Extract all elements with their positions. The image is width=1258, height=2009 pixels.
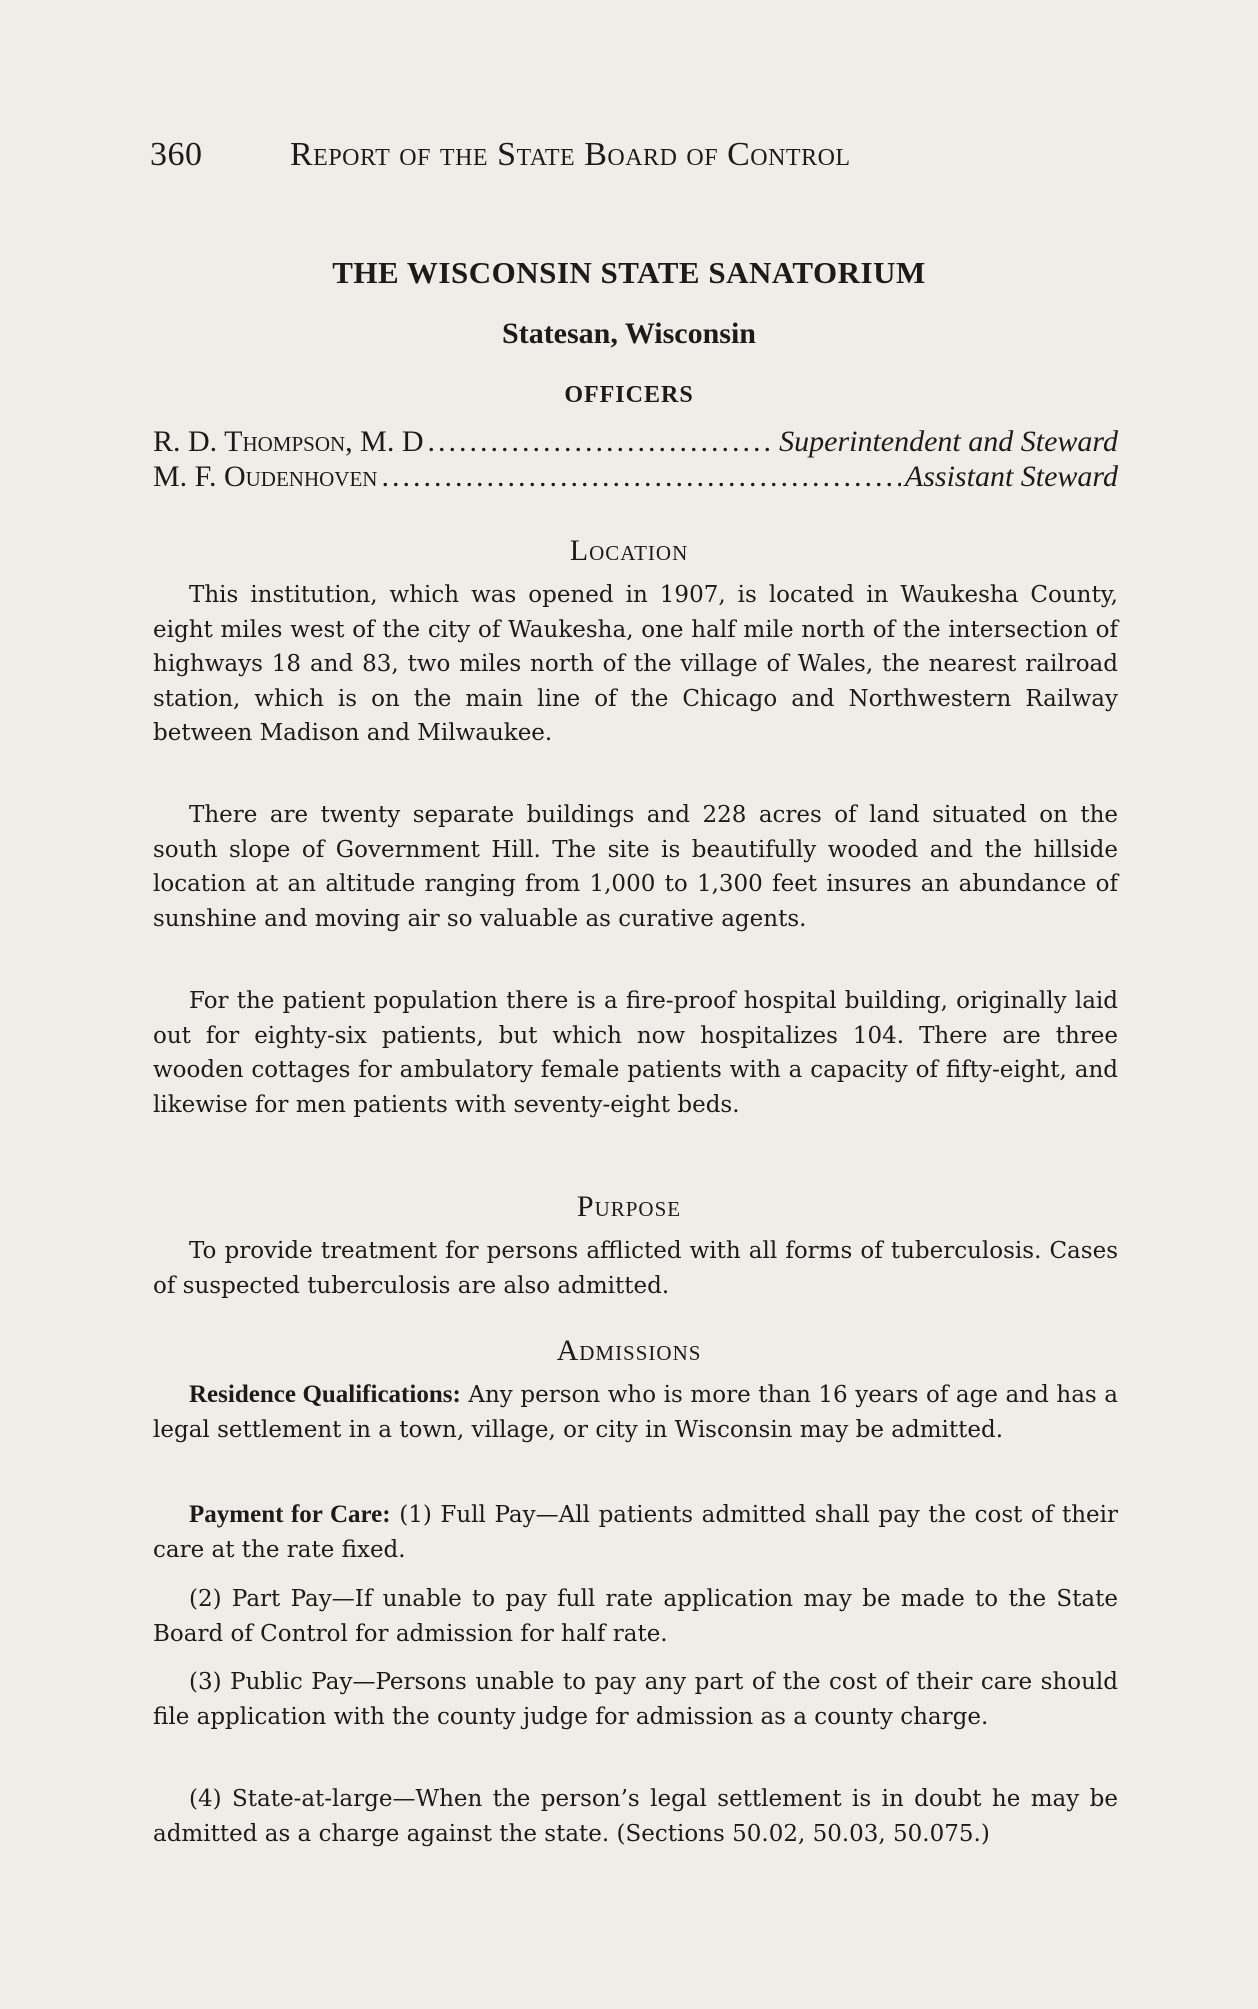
admissions-heading: Admissions (556, 1334, 702, 1367)
payment-label: Payment for Care: (189, 1501, 391, 1528)
institution-location: Statesan, Wisconsin (502, 317, 756, 350)
officer-role: Superintendent and Steward (779, 425, 1118, 458)
location-paragraph: For the patient population there is a fire-proof hospital building, originally laid out for eighty-six patients, but which now hospitalizes 104. There are three wooden cottages for ambulatory female patients with a capacity of fifty-eight, and likewise for men patients with seventy-eight beds. (153, 988, 1118, 1118)
residence-text: Any person who is more than 16 years of age and has a legal settlement in a town, village, or city in Wisconsin may be admitted. (153, 1382, 1118, 1443)
officer-row (153, 425, 1118, 459)
officers-heading: OFFICERS (564, 382, 694, 408)
officer-name: M. F. Oudenhoven (153, 460, 378, 493)
residence-label: Residence Qualifications: (189, 1381, 461, 1408)
officer-name: R. D. Thompson, M. D (153, 425, 424, 458)
running-head-title: Report of the State Board of Control (290, 136, 851, 173)
dot-leader (381, 460, 900, 494)
officer-row (153, 460, 1118, 494)
payment-paragraph (153, 1498, 1118, 1567)
page-number: 360 (150, 136, 203, 173)
residence-paragraph (153, 1378, 1118, 1447)
purpose-heading: Purpose (576, 1190, 682, 1223)
payment-text: (1) Full Pay—All patients admitted shall pay the cost of their care at the rate fixed. (153, 1502, 1119, 1563)
running-head (150, 136, 1110, 174)
admissions-item: (3) Public Pay—Persons unable to pay any part of the cost of their care should file application with the county judge for admission as a county charge. (153, 1669, 1118, 1730)
location-heading: Location (569, 534, 689, 567)
admissions-item: (2) Part Pay—If unable to pay full rate application may be made to the State Board of Control for admission for half rate. (153, 1586, 1118, 1647)
dot-leader (428, 425, 776, 459)
admissions-item: (4) State-at-large—When the person’s legal settlement is in doubt he may be admitted as a charge against the state. (Sections 50.02, 50.03, 50.075.) (153, 1786, 1118, 1847)
location-paragraph: This institution, which was opened in 1907, is located in Waukesha County, eight miles west of the city of Waukesha, one half mile north of the intersection of highways 18 and 83, two miles north of the village of Wales, the nearest railroad station, which is on the main line of the Chicago and Northwestern Railway between Madison and Milwaukee. (153, 582, 1118, 746)
officer-role: Assistant Steward (904, 460, 1118, 493)
location-paragraph: There are twenty separate buildings and 228 acres of land situated on the south slope of Government Hill. The site is beautifully wooded and the hillside location at an altitude ranging from 1,000 to 1,300 feet insures an abundance of sunshine and moving air so valuable as curative agents. (153, 802, 1118, 932)
purpose-paragraph: To provide treatment for persons afflicted with all forms of tuberculosis. Cases of suspected tuberculosis are also admitted. (153, 1238, 1118, 1299)
institution-name: THE WISCONSIN STATE SANATORIUM (332, 255, 926, 290)
